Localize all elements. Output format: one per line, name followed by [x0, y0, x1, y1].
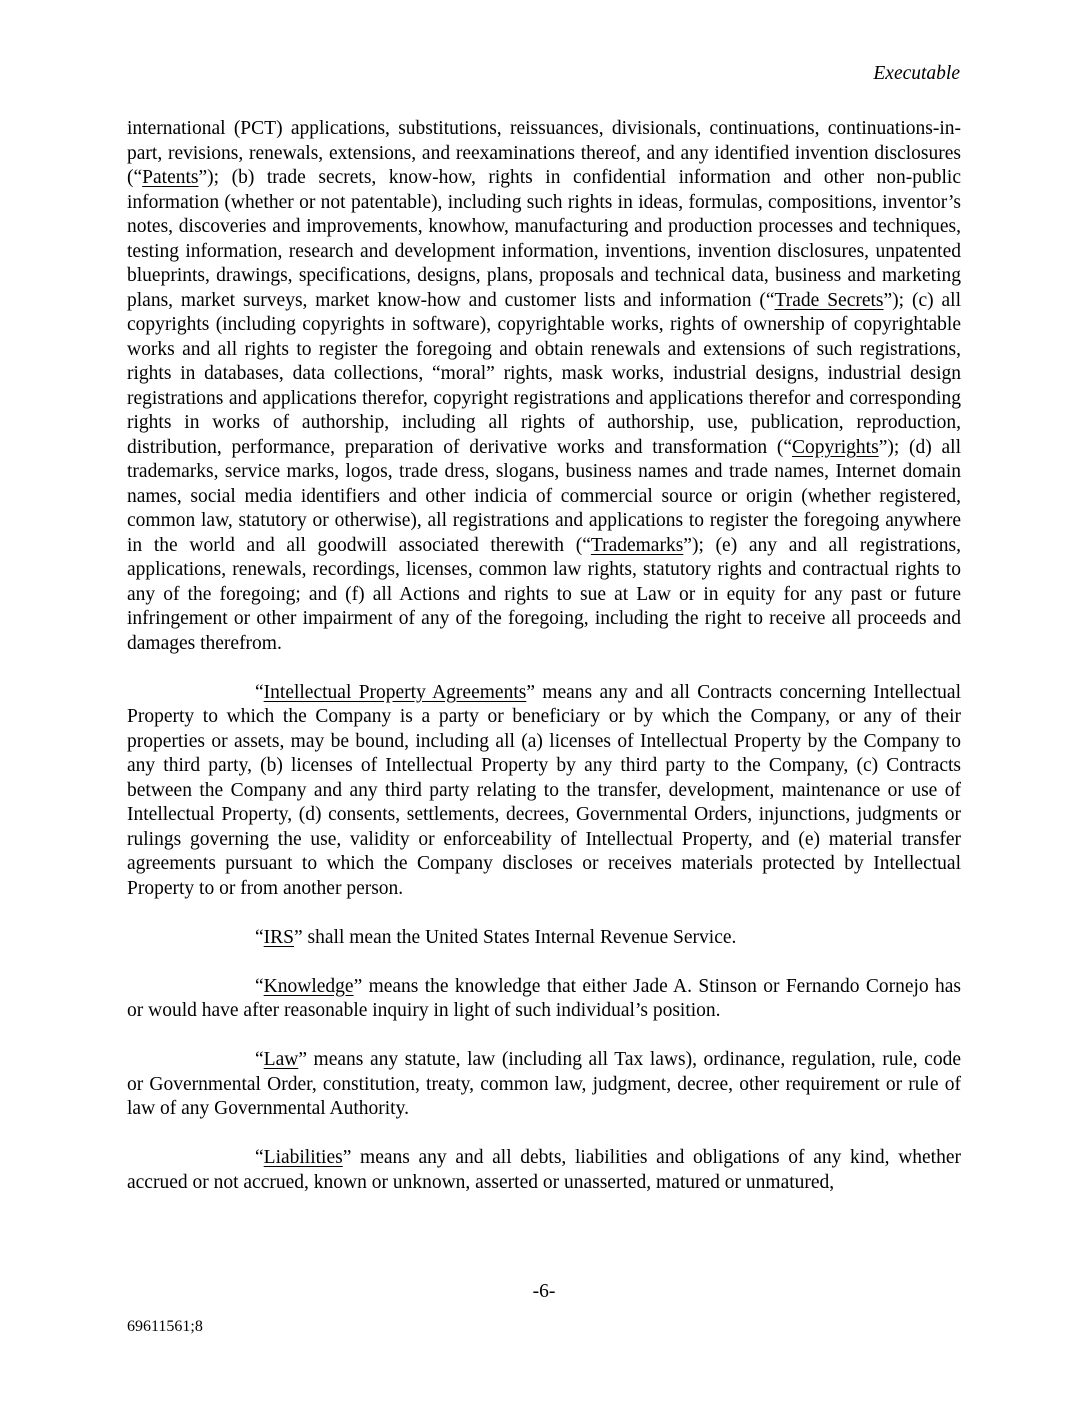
paragraph	[127, 1048, 961, 1122]
text-run: international (PCT) applications, substitutions, reissuances, divisionals, continuations, continuations-in-part, revisions, renewals, extensions, and reexaminations thereof, and any identified invention disclosures (“	[127, 118, 961, 188]
paragraph	[127, 975, 961, 1024]
defined-term: Liabilities	[263, 1147, 343, 1168]
text-run: ” means any and all Contracts concerning Intellectual Property to which the Company is a party or beneficiary or by which the Company, or any of their properties or assets, may be bound, including all (a) licenses of Intellectual Property by the Company to any third party, (b) licenses of Intellectual Property by any third party to the Company, (c) Contracts between the Company and any third party relating to the transfer, development, maintenance or use of Intellectual Property, (d) consents, settlements, decrees, Governmental Orders, injunctions, judgments or rulings governing the use, validity or enforceability of Intellectual Property, and (e) material transfer agreements pursuant to which the Company discloses or receives materials protected by Intellectual Property to or from another person.	[127, 681, 961, 899]
text-run: ”); (e) any and all registrations, applications, renewals, recordings, licenses, common law rights, statutory rights and contractual rights to any of the foregoing; and (f) all Actions and rights to sue at Law or in equity for any past or future infringement or other impairment of any of the foregoing, including the right to receive all proceeds and damages therefrom.	[127, 534, 961, 654]
text-run: ” shall mean the United States Internal Revenue Service.	[294, 926, 737, 948]
page-number: -6-	[532, 1281, 556, 1302]
text-run: ”); (b) trade secrets, know-how, rights in confidential information and other non-public information (whether or not patentable), including such rights in ideas, formulas, compositions, inventor’s notes, discoveries and improvements, knowhow, manufacturing and production processes and techniques, testing information, research and development information, inventions, invention disclosures, unpatented blueprints, drawings, specifications, designs, plans, proposals and technical data, business and marketing plans, market surveys, market know-how and customer lists and information (“	[127, 167, 961, 311]
defined-term: Law	[263, 1049, 299, 1070]
header-executable-label: Executable	[873, 63, 960, 84]
text-run: ” means any statute, law (including all Tax laws), ordinance, regulation, rule, code or Governmental Order, constitution, treaty, common law, judgment, decree, other requirement or rule of law of any Governmental Authority.	[127, 1049, 961, 1119]
text-run: “	[255, 1049, 264, 1070]
text-run: “	[255, 681, 264, 703]
paragraph	[127, 117, 961, 656]
paragraph	[127, 681, 961, 902]
text-run: “	[255, 926, 264, 948]
document-body	[127, 117, 961, 1220]
defined-term: IRS	[263, 926, 295, 948]
doc-id-footer: 69611561;8	[127, 1318, 203, 1335]
text-run: “	[255, 1147, 264, 1168]
defined-term: Knowledge	[263, 975, 354, 997]
paragraph	[127, 1146, 961, 1195]
defined-term: Intellectual Property Agreements	[263, 681, 527, 703]
text-run: “	[255, 975, 264, 997]
text-run: ”); (c) all copyrights (including copyrights in software), copyrightable works, rights of ownership of copyrightable works and all rights to register the foregoing and obtain renewals and extensions of such registrations, rights in databases, data collections, “moral” rights, mask works, industrial designs, industrial design registrations and applications therefor, copyright registrations and applications therefor and corresponding rights in works of authorship, including all rights of authorship, use, publication, reproduction, distribution, performance, preparation of derivative works and transformation (“	[127, 289, 961, 458]
text-run: ”); (d) all trademarks, service marks, logos, trade dress, slogans, business names and trade names, Internet domain names, social media identifiers and other indicia of commercial source or origin (whether registered, common law, statutory or otherwise), all registrations and applications to register the foregoing anywhere in the world and all goodwill associated therewith (“	[127, 436, 962, 556]
text-run: ” means the knowledge that either Jade A. Stinson or Fernando Cornejo has or would have after reasonable inquiry in light of such individual’s position.	[127, 975, 961, 1021]
defined-term: Trademarks	[590, 534, 684, 556]
text-run: ” means any and all debts, liabilities and obligations of any kind, whether accrued or not accrued, known or unknown, asserted or unasserted, matured or unmatured,	[127, 1147, 961, 1193]
defined-term: Copyrights	[792, 436, 879, 458]
paragraph	[127, 926, 961, 951]
defined-term: Patents	[142, 167, 199, 188]
defined-term: Trade Secrets	[774, 289, 884, 311]
